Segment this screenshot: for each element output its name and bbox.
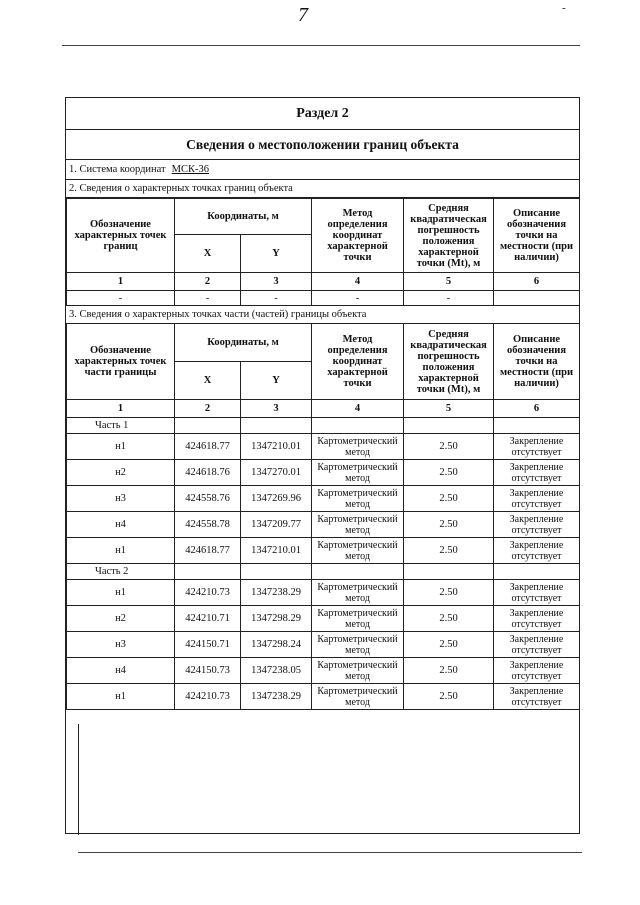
cell-x: 424210.71	[175, 606, 241, 632]
p3-num-5: 5	[404, 400, 494, 418]
cell-y: 1347238.05	[241, 658, 312, 684]
cell-desc: Закрепление отсутствует	[494, 632, 580, 658]
cell-name: н3	[67, 486, 175, 512]
cell-x: 424558.78	[175, 512, 241, 538]
cell-name: н4	[67, 512, 175, 538]
p2-num-3: 3	[241, 273, 312, 291]
cell-name: н2	[67, 606, 175, 632]
p3-num-6: 6	[494, 400, 580, 418]
cell-y: 1347238.29	[241, 580, 312, 606]
corner-mark: -	[562, 2, 566, 14]
cell-mt: 2.50	[404, 632, 494, 658]
p2-header-description: Описание обозначения точки на местности (при наличии)	[494, 199, 580, 273]
part-label: Часть 1	[67, 418, 175, 434]
p2-number-row	[67, 273, 580, 291]
cell-y: 1347298.29	[241, 606, 312, 632]
p2-header-y: Y	[241, 235, 312, 273]
p2-num-2: 2	[175, 273, 241, 291]
empty-cell	[404, 564, 494, 580]
cell-method: Картометрический метод	[312, 580, 404, 606]
table-row	[67, 684, 580, 710]
cell-x: 424150.73	[175, 658, 241, 684]
table-row	[67, 486, 580, 512]
empty-cell	[494, 564, 580, 580]
cell-method: Картометрический метод	[312, 658, 404, 684]
cell-mt: 2.50	[404, 606, 494, 632]
cell-desc: Закрепление отсутствует	[494, 460, 580, 486]
empty-cell	[175, 564, 241, 580]
empty-cell	[175, 418, 241, 434]
cell-name: н1	[67, 434, 175, 460]
p3-header-method: Метод определения координат характерной точки	[312, 324, 404, 400]
cell-x: 424150.71	[175, 632, 241, 658]
p2-header-method: Метод определения координат характерной точки	[312, 199, 404, 273]
cell-mt: 2.50	[404, 434, 494, 460]
table-row	[67, 460, 580, 486]
p3-num-1: 1	[67, 400, 175, 418]
p2-header-designation: Обозначение характерных точек границ	[67, 199, 175, 273]
part2-table	[66, 198, 580, 306]
p2-num-5: 5	[404, 273, 494, 291]
cell-y: 1347210.01	[241, 434, 312, 460]
empty-cell	[494, 418, 580, 434]
p2-num-1: 1	[67, 273, 175, 291]
cell-y: 1347209.77	[241, 512, 312, 538]
section-subtitle: Сведения о местоположении границ объекта	[66, 130, 579, 160]
part2-title: 2. Сведения о характерных точках границ объекта	[66, 180, 579, 198]
part3-rows	[67, 418, 580, 710]
table-row	[67, 538, 580, 564]
document-frame	[65, 97, 580, 834]
p2-header-x: X	[175, 235, 241, 273]
empty-cell	[241, 564, 312, 580]
cell-x: 424618.77	[175, 538, 241, 564]
table-row	[67, 580, 580, 606]
cell-method: Картометрический метод	[312, 512, 404, 538]
cell-name: н1	[67, 684, 175, 710]
cell-mt: 2.50	[404, 538, 494, 564]
empty-cell	[312, 564, 404, 580]
p2-empty-row	[67, 291, 580, 306]
cell-y: 1347238.29	[241, 684, 312, 710]
p3-number-row	[67, 400, 580, 418]
p2-empty-cell	[494, 291, 580, 306]
p2-empty-cell: -	[404, 291, 494, 306]
p2-num-4: 4	[312, 273, 404, 291]
empty-cell	[404, 418, 494, 434]
p3-num-2: 2	[175, 400, 241, 418]
cell-desc: Закрепление отсутствует	[494, 684, 580, 710]
part-label-row	[67, 564, 580, 580]
empty-cell	[312, 418, 404, 434]
table-row	[67, 658, 580, 684]
cell-x: 424618.77	[175, 434, 241, 460]
table-row	[67, 606, 580, 632]
p3-header-coordinates: Координаты, м	[175, 324, 312, 362]
cell-x: 424210.73	[175, 684, 241, 710]
p3-header-accuracy: Средняя квадратическая погрешность положения характерной точки (Mt), м	[404, 324, 494, 400]
coord-system-label: 1. Система координат	[69, 164, 166, 175]
p2-empty-cell: -	[67, 291, 175, 306]
blank-area	[78, 724, 578, 835]
table-row	[67, 434, 580, 460]
cell-mt: 2.50	[404, 684, 494, 710]
empty-cell	[241, 418, 312, 434]
part3-table	[66, 323, 580, 710]
cell-method: Картометрический метод	[312, 632, 404, 658]
cell-method: Картометрический метод	[312, 486, 404, 512]
cell-mt: 2.50	[404, 460, 494, 486]
p3-header-description: Описание обозначения точки на местности (при наличии)	[494, 324, 580, 400]
cell-method: Картометрический метод	[312, 460, 404, 486]
cell-method: Картометрический метод	[312, 606, 404, 632]
cell-x: 424618.76	[175, 460, 241, 486]
cell-y: 1347269.96	[241, 486, 312, 512]
cell-y: 1347270.01	[241, 460, 312, 486]
cell-name: н1	[67, 538, 175, 564]
cell-mt: 2.50	[404, 486, 494, 512]
part-label-row	[67, 418, 580, 434]
cell-y: 1347210.01	[241, 538, 312, 564]
cell-desc: Закрепление отсутствует	[494, 658, 580, 684]
p2-empty-cell: -	[241, 291, 312, 306]
cell-desc: Закрепление отсутствует	[494, 434, 580, 460]
cell-mt: 2.50	[404, 658, 494, 684]
p2-empty-cell: -	[312, 291, 404, 306]
coord-system-row	[66, 160, 579, 180]
cell-name: н1	[67, 580, 175, 606]
coord-system-value: МСК-36	[171, 164, 209, 175]
p2-empty-cell: -	[175, 291, 241, 306]
table-row	[67, 632, 580, 658]
cell-y: 1347298.24	[241, 632, 312, 658]
cell-desc: Закрепление отсутствует	[494, 486, 580, 512]
bottom-divider	[78, 852, 582, 853]
cell-x: 424210.73	[175, 580, 241, 606]
cell-desc: Закрепление отсутствует	[494, 580, 580, 606]
cell-name: н4	[67, 658, 175, 684]
p2-num-6: 6	[494, 273, 580, 291]
page-number: 7	[298, 4, 308, 26]
p3-header-designation: Обозначение характерных точек части границы	[67, 324, 175, 400]
cell-x: 424558.76	[175, 486, 241, 512]
top-divider	[62, 45, 580, 46]
cell-method: Картометрический метод	[312, 538, 404, 564]
cell-mt: 2.50	[404, 512, 494, 538]
table-row	[67, 512, 580, 538]
section-title: Раздел 2	[66, 98, 579, 130]
cell-mt: 2.50	[404, 580, 494, 606]
cell-name: н2	[67, 460, 175, 486]
cell-method: Картометрический метод	[312, 684, 404, 710]
p2-header-accuracy: Средняя квадратическая погрешность положения характерной точки (Mt), м	[404, 199, 494, 273]
p3-header-x: X	[175, 362, 241, 400]
cell-desc: Закрепление отсутствует	[494, 512, 580, 538]
part-label: Часть 2	[67, 564, 175, 580]
p3-num-3: 3	[241, 400, 312, 418]
cell-desc: Закрепление отсутствует	[494, 606, 580, 632]
p3-header-y: Y	[241, 362, 312, 400]
cell-name: н3	[67, 632, 175, 658]
cell-desc: Закрепление отсутствует	[494, 538, 580, 564]
p3-num-4: 4	[312, 400, 404, 418]
part3-title: 3. Сведения о характерных точках части (частей) границы объекта	[69, 308, 367, 320]
p2-header-coordinates: Координаты, м	[175, 199, 312, 235]
cell-method: Картометрический метод	[312, 434, 404, 460]
